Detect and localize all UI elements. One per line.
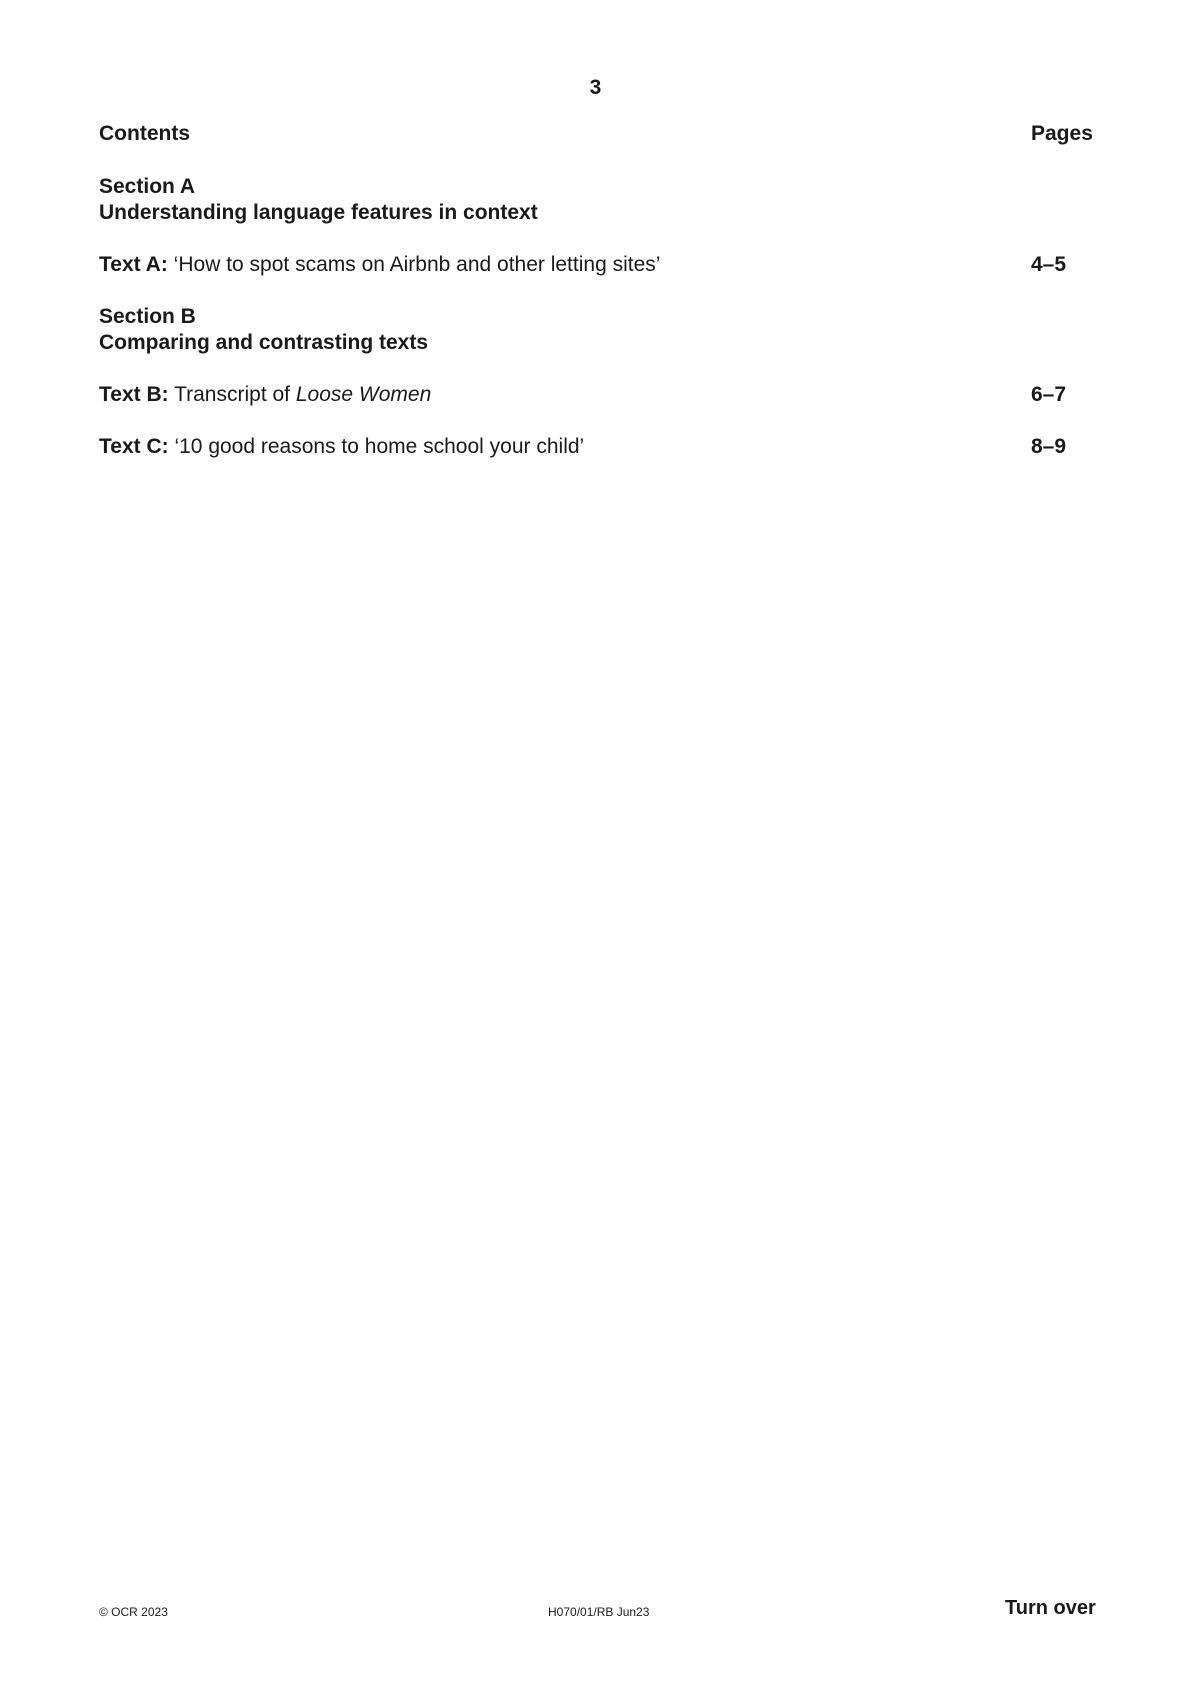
entry-title: Transcript of (168, 383, 296, 406)
footer-document-code: H070/01/RB Jun23 (548, 1605, 650, 1619)
entry-label: Text B: (99, 383, 169, 406)
section-a-title: Section A (99, 175, 196, 198)
section-b-heading (99, 304, 428, 356)
footer-turn-over: Turn over (1005, 1597, 1096, 1619)
entry-title: ‘10 good reasons to home school your child’ (168, 435, 585, 458)
contents-entry-text-b (99, 383, 431, 407)
entry-title: ‘How to spot scams on Airbnb and other letting sites’ (167, 253, 661, 276)
page-number: 3 (589, 76, 602, 99)
entry-pages-text-c: 8–9 (1031, 435, 1067, 458)
contents-heading: Contents (99, 122, 190, 145)
section-b-title: Section B (99, 305, 196, 328)
contents-entry-text-c (99, 435, 584, 459)
section-b-subtitle: Comparing and contrasting texts (99, 331, 429, 354)
entry-pages-text-a: 4–5 (1031, 253, 1067, 276)
entry-label: Text A: (99, 253, 168, 276)
entry-pages-text-b: 6–7 (1031, 383, 1067, 406)
contents-entry-text-a (99, 253, 660, 277)
entry-label: Text C: (99, 435, 169, 458)
pages-heading: Pages (1031, 122, 1093, 145)
entry-title-italic: Loose Women (295, 383, 432, 406)
section-a-subtitle: Understanding language features in context (99, 201, 538, 224)
footer-copyright: © OCR 2023 (99, 1605, 168, 1619)
section-a-heading (99, 174, 538, 226)
